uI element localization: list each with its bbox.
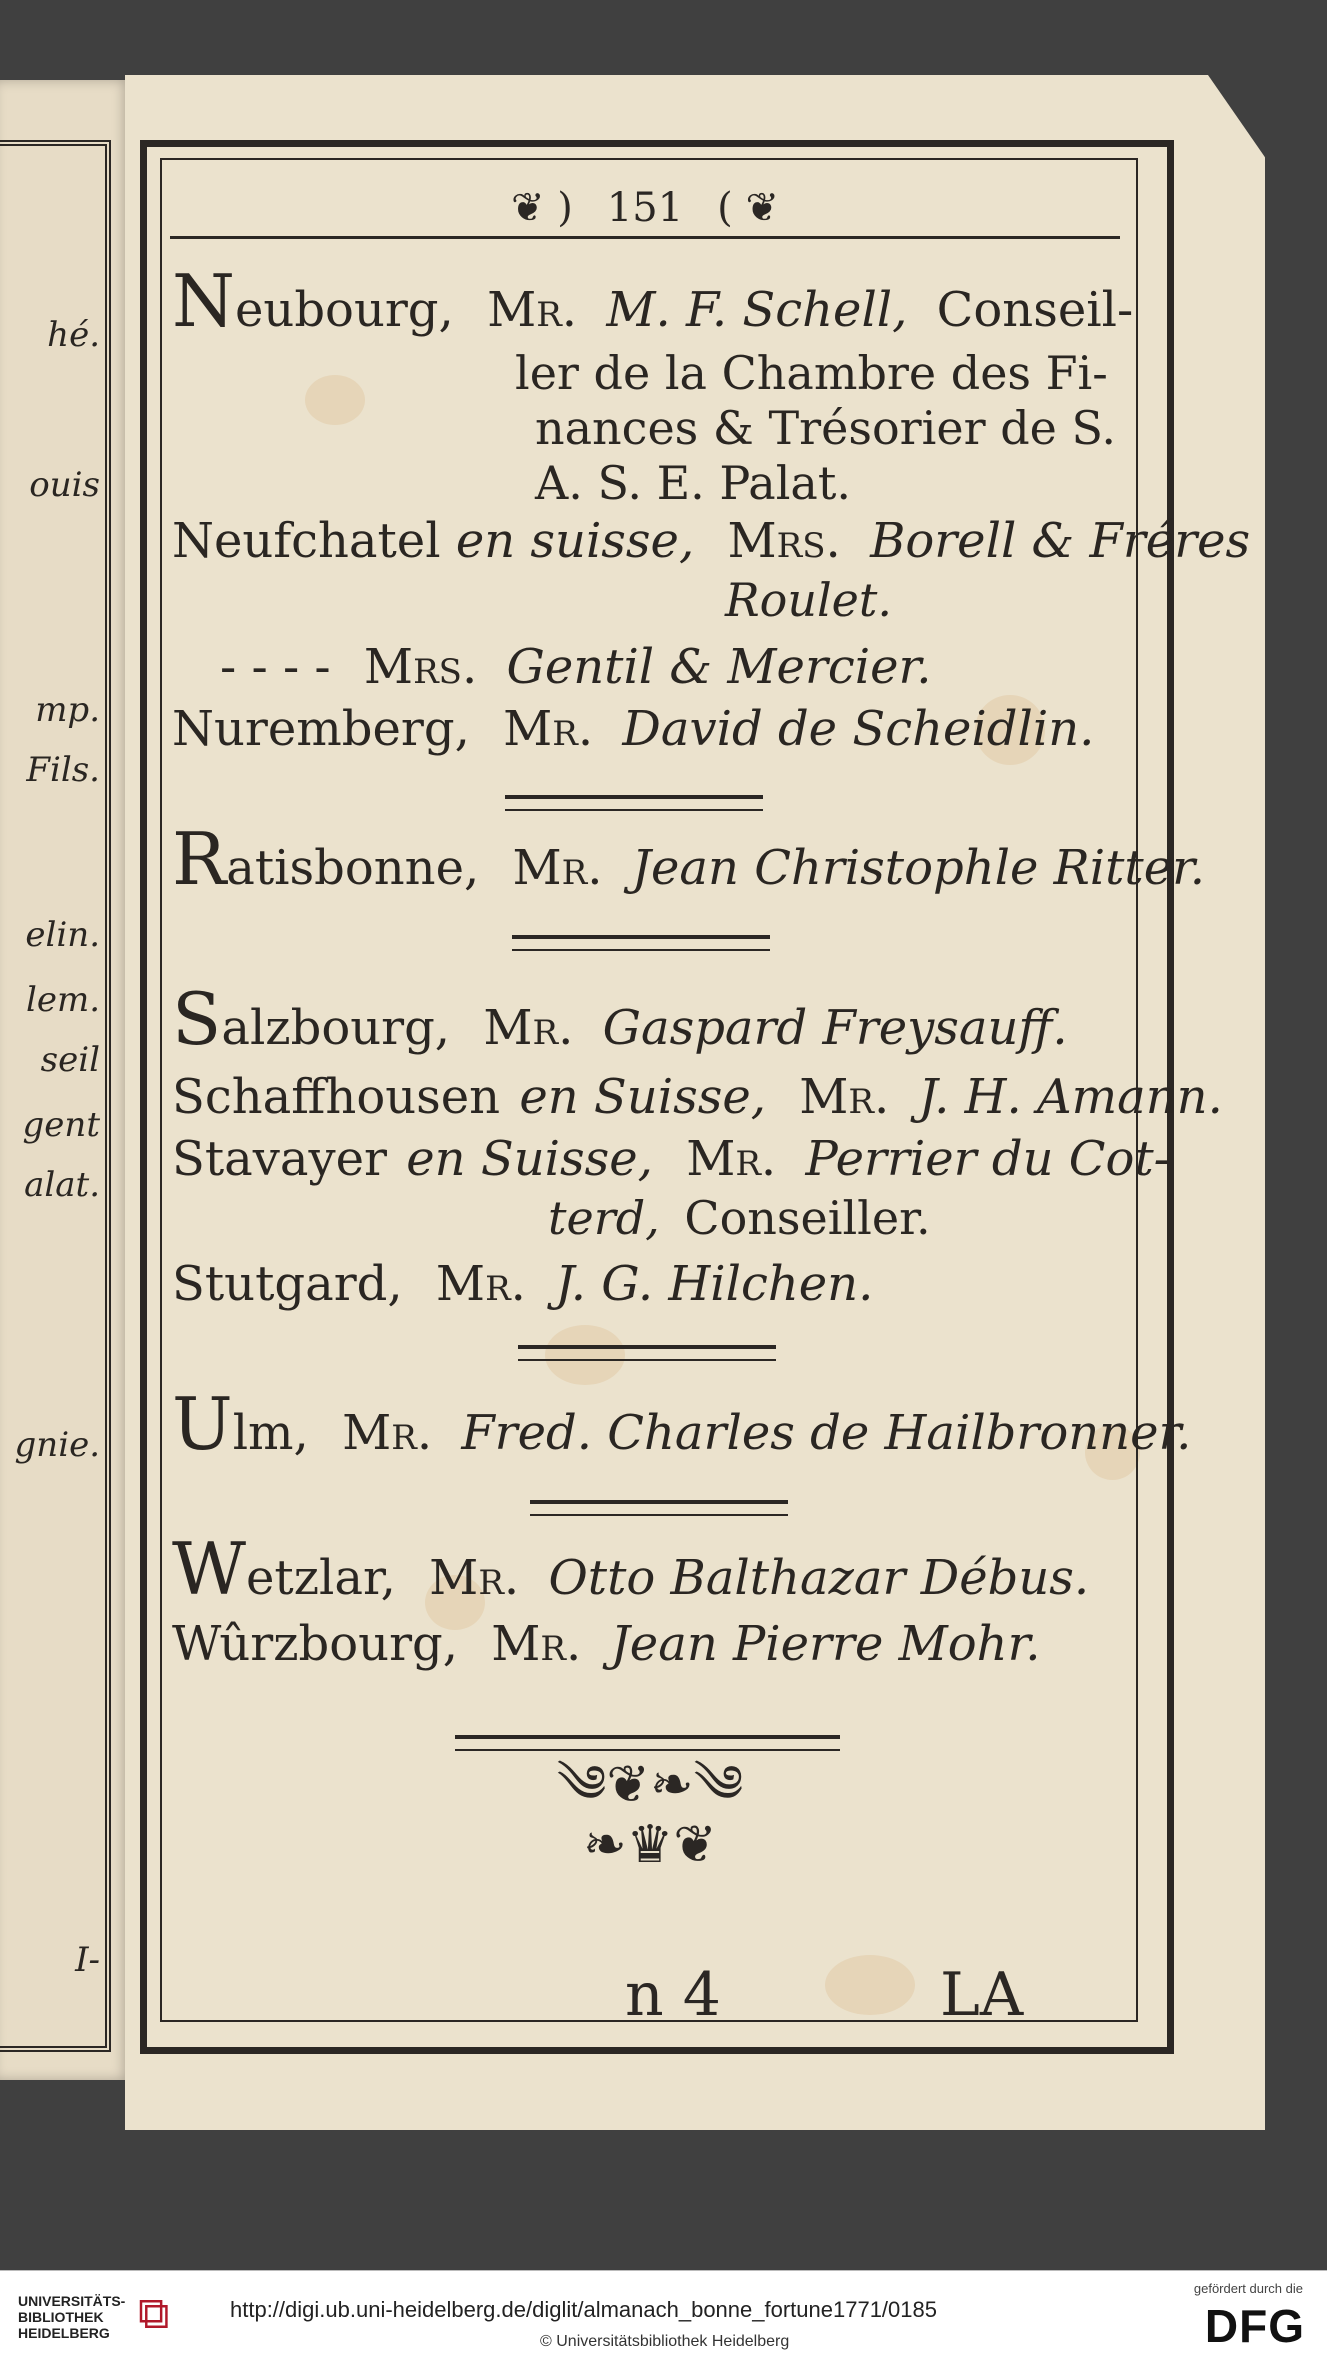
- left-page-frame: [0, 140, 111, 2052]
- entry-name: Gaspard Freysauff.: [602, 1000, 1068, 1056]
- entry-title: Mrs.: [727, 513, 841, 569]
- entry-place: Neufchatel: [172, 513, 441, 569]
- entry-wetzlar: [172, 1527, 1090, 1611]
- left-fragment: elin.: [25, 915, 100, 955]
- entry-title: Mr.: [483, 1000, 574, 1056]
- entry-title: Mr.: [512, 840, 603, 896]
- entry-title: Mr.: [487, 282, 578, 338]
- entry-place: Stavayer: [172, 1131, 387, 1187]
- entry-name: J. G. Hilchen.: [555, 1256, 874, 1312]
- entry-title: Mr.: [435, 1256, 526, 1312]
- entry-place: - - - -: [220, 639, 331, 695]
- fleuron-line: ༄❦❧༄: [556, 1755, 744, 1815]
- fleuron-rule: [455, 1735, 840, 1751]
- dfg-logo: DFG: [1204, 2300, 1305, 2352]
- entry-place: etzlar,: [246, 1550, 396, 1606]
- entry-rest: Conseil-: [936, 282, 1134, 338]
- drop-initial: U: [172, 1382, 233, 1466]
- drop-initial: S: [172, 977, 222, 1061]
- drop-initial: N: [172, 259, 235, 343]
- left-fragment: gent: [22, 1105, 100, 1145]
- entry-ratisbonne: [172, 817, 1206, 901]
- section-rule: [512, 935, 770, 951]
- left-fragment: gnie.: [14, 1425, 100, 1465]
- entry-place: atisbonne,: [226, 840, 480, 896]
- left-fragment: mp.: [35, 690, 100, 730]
- fleuron-ornament: [450, 1755, 850, 1875]
- section-rule: [505, 795, 763, 811]
- section-rule: [530, 1500, 788, 1516]
- entry-dash: [220, 638, 931, 696]
- signature-mark: n 4: [625, 1960, 721, 2030]
- fleuron-line: ❧♛❦: [583, 1815, 717, 1875]
- entry-place: eubourg,: [235, 282, 454, 338]
- left-fragment: seil: [40, 1040, 100, 1080]
- entry-stavayer: [172, 1130, 1170, 1188]
- funding-note: gefördert durch die: [1193, 2281, 1303, 2296]
- entry-continuation: Roulet.: [725, 573, 892, 627]
- drop-initial: R: [172, 817, 227, 901]
- header-ornament-right: ( ❦: [717, 185, 780, 231]
- header-ornament-left: ❦ ): [510, 185, 573, 231]
- entry-continuation-name: terd,: [548, 1191, 660, 1245]
- entry-name: Borell & Fréres: [870, 513, 1251, 569]
- entry-title: Mrs.: [363, 639, 478, 695]
- entry-place: alzbourg,: [221, 1000, 451, 1056]
- entry-name: M. F. Schell,: [606, 282, 908, 338]
- running-header: [170, 180, 1120, 239]
- entry-title: Mr.: [429, 1550, 520, 1606]
- entry-name: Jean Christophle Ritter.: [631, 840, 1206, 896]
- entry-neubourg: [172, 259, 1134, 343]
- page-number: 151: [606, 185, 684, 231]
- entry-continuation: [548, 1190, 931, 1246]
- entry-place: Nuremberg,: [172, 701, 470, 757]
- left-fragment: lem.: [25, 980, 100, 1020]
- viewer-footer: [0, 2270, 1327, 2367]
- entry-wurzbourg: [172, 1615, 1041, 1673]
- entry-place: lm,: [232, 1405, 309, 1461]
- entry-name: Jean Pierre Mohr.: [610, 1616, 1041, 1672]
- entry-qualifier: en Suisse,: [406, 1131, 653, 1187]
- entry-continuation: nances & Trésorier de S.: [535, 401, 1116, 455]
- left-fragment: Fils.: [26, 750, 100, 790]
- entry-qualifier: en suisse,: [455, 513, 695, 569]
- entry-place: Wûrzbourg,: [172, 1616, 459, 1672]
- copyright-notice: © Universitätsbibliothek Heidelberg: [540, 2333, 790, 2350]
- entry-place: Schaffhousen: [172, 1069, 501, 1125]
- entry-name: J. H. Amann.: [918, 1069, 1223, 1125]
- entry-continuation-rest: Conseiller.: [684, 1191, 931, 1245]
- drop-initial: W: [172, 1527, 247, 1611]
- section-rule: [518, 1345, 776, 1361]
- entry-name: David de Scheidlin.: [622, 701, 1095, 757]
- left-fragment: alat.: [24, 1165, 100, 1205]
- entry-neufchatel: [172, 512, 1250, 570]
- entry-continuation: A. S. E. Palat.: [535, 456, 851, 510]
- entry-title: Mr.: [503, 701, 594, 757]
- entry-salzbourg: [172, 977, 1068, 1061]
- left-fragment: hé.: [47, 315, 100, 355]
- left-fragment: I-: [75, 1940, 100, 1980]
- entry-title: Mr.: [686, 1131, 777, 1187]
- entry-place: Stutgard,: [172, 1256, 403, 1312]
- catchword: LA: [940, 1960, 1024, 2030]
- entry-name: Gentil & Mercier.: [506, 639, 932, 695]
- permalink-url[interactable]: http://digi.ub.uni-heidelberg.de/diglit/almanach_bonne_fortune1771/0185: [230, 2297, 937, 2322]
- entry-name: Perrier du Cot-: [805, 1131, 1170, 1187]
- entry-ulm: [172, 1382, 1192, 1466]
- entry-nuremberg: [172, 700, 1094, 758]
- entry-schaffhousen: [172, 1068, 1223, 1126]
- library-logo-text: UNIVERSITÄTS- BIBLIOTHEK HEIDELBERG: [18, 2293, 126, 2341]
- left-fragment: ouis: [29, 465, 100, 505]
- entry-name: Otto Balthazar Débus.: [548, 1550, 1090, 1606]
- entry-title: Mr.: [342, 1405, 433, 1461]
- left-page-edge: [0, 80, 130, 2080]
- entry-name: Fred. Charles de Hailbronner.: [461, 1405, 1192, 1461]
- entry-continuation: ler de la Chambre des Fi-: [515, 346, 1108, 400]
- entry-stutgard: [172, 1255, 873, 1313]
- entry-title: Mr.: [799, 1069, 890, 1125]
- library-logo-icon: ⧉: [138, 2289, 170, 2338]
- entry-title: Mr.: [491, 1616, 582, 1672]
- entry-qualifier: en Suisse,: [519, 1069, 766, 1125]
